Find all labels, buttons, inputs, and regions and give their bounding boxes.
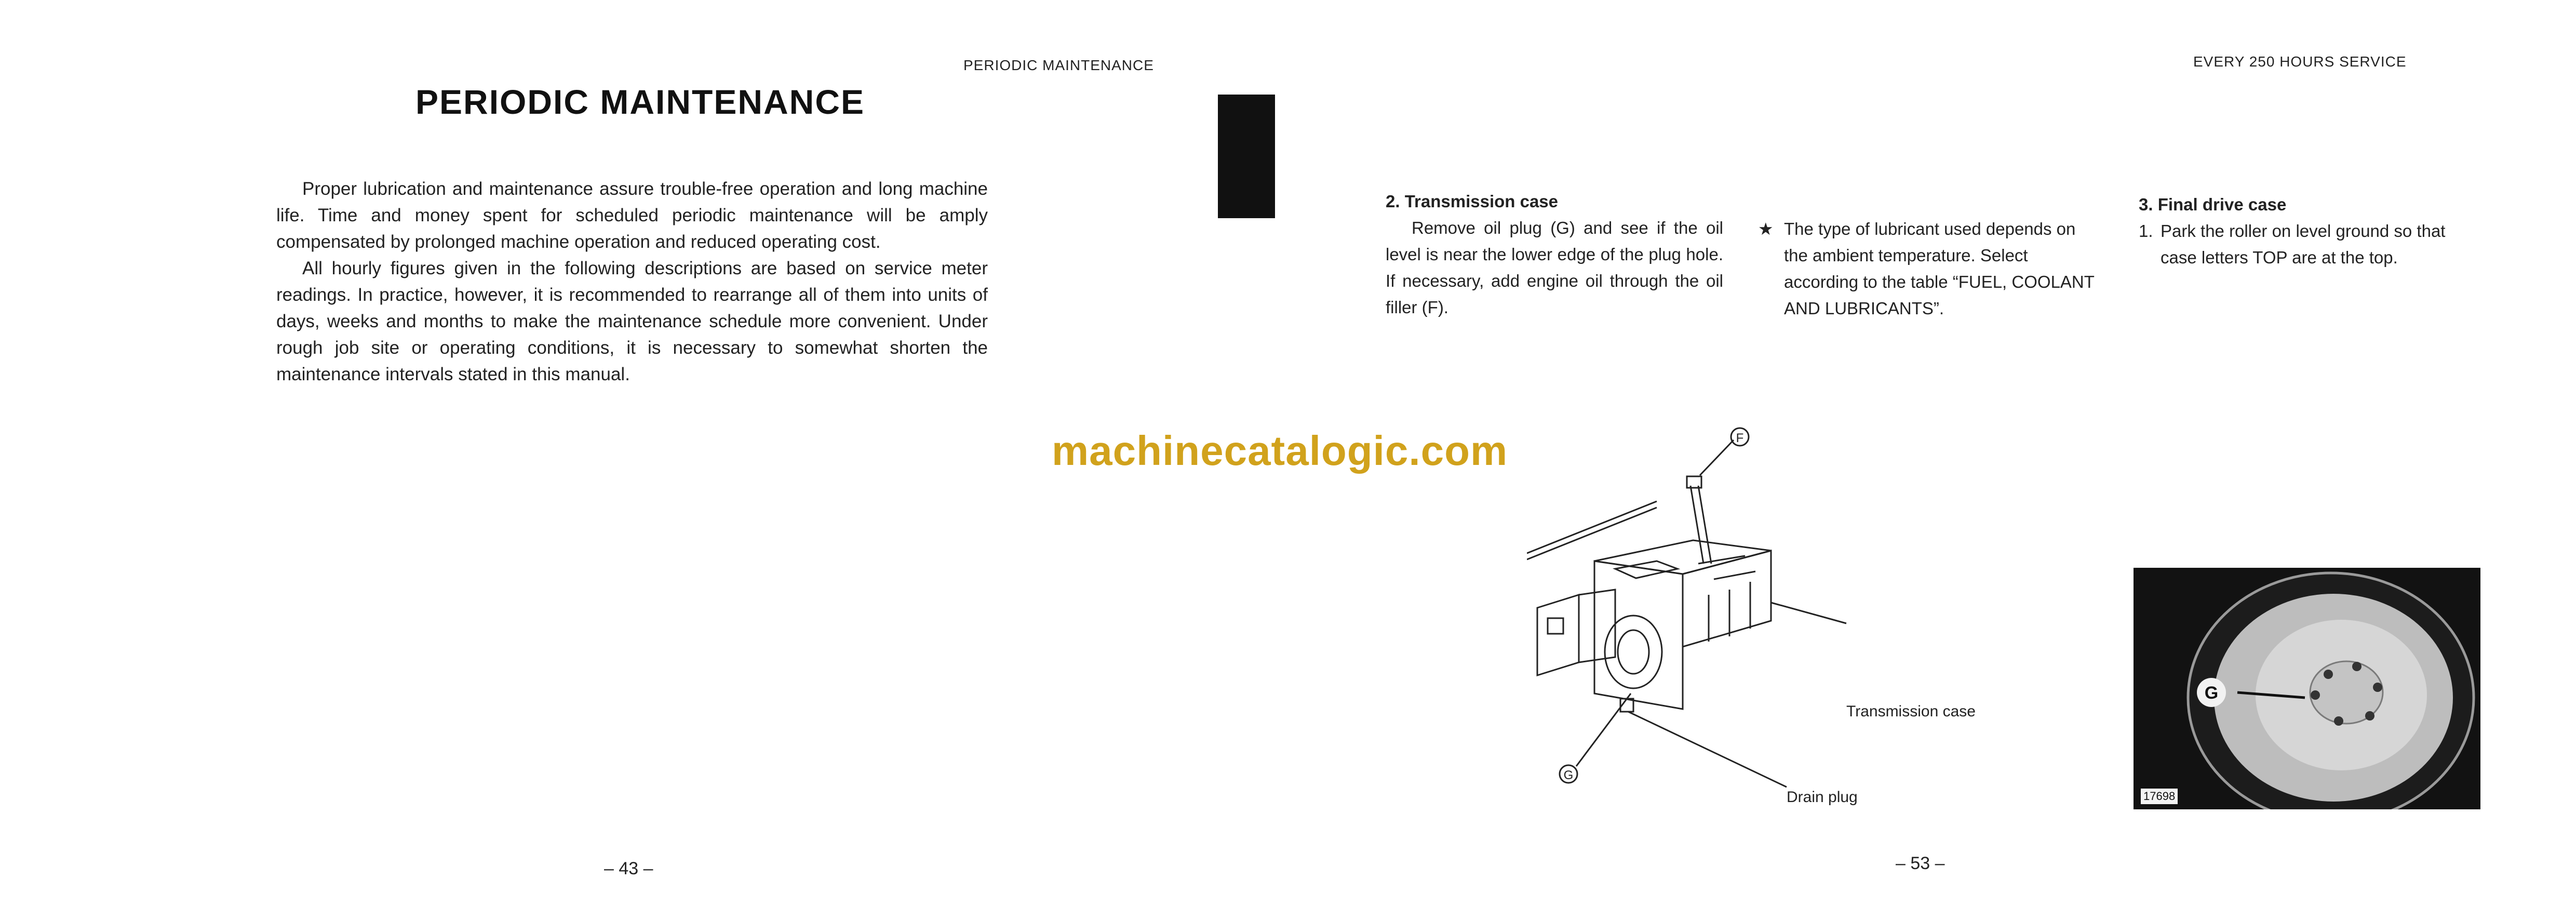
final-drive-step-number: 1. [2139, 221, 2153, 241]
right-page-number: – 53 – [1896, 853, 1945, 873]
transmission-case-text: Remove oil plug (G) and see if the oil level is near the lower edge of the plug hole. If necessary, add engine oil through the oil filler (F). [1386, 218, 1723, 317]
page-title: PERIODIC MAINTENANCE [415, 83, 865, 121]
left-running-head: PERIODIC MAINTENANCE [963, 57, 1154, 73]
callout-f-label: F [1736, 431, 1744, 445]
final-drive-step-text: Park the roller on level ground so that case letters TOP are at the top. [2161, 221, 2446, 267]
final-drive-wheel-photo-icon [2134, 568, 2480, 809]
intro-paragraph-1: Proper lubrication and maintenance assure trouble-free operation and long machine life. Time and money spent for scheduled periodic maintenance will be amply compensated by prolonged machine operation and reduced operating cost. [276, 179, 988, 252]
photo-callout-g-label: G [2204, 683, 2219, 703]
transmission-case-section [1386, 188, 1723, 321]
star-icon: ★ [1758, 219, 1774, 238]
left-page-number: – 43 – [604, 859, 653, 878]
right-running-head: EVERY 250 HOURS SERVICE [2193, 54, 2407, 70]
callout-g-label: G [1563, 768, 1574, 782]
lubricant-note-text: The type of lubricant used depends on the ambient temperature. Select according to the table “FUEL, COOLANT AND LUBRICANTS”. [1784, 219, 2095, 318]
final-drive-heading: 3. Final drive case [2139, 195, 2287, 214]
lubricant-note [1758, 216, 2101, 322]
transmission-case-heading: 2. Transmission case [1386, 192, 1559, 211]
transmission-case-drawing-icon [1527, 423, 2025, 821]
section-tab-marker [1218, 95, 1275, 218]
final-drive-section [2139, 191, 2481, 271]
photo-id-label: 17698 [2141, 789, 2178, 804]
intro-paragraph-2: All hourly figures given in the following descriptions are based on service meter readings. In practice, however, it is recommended to rearrange all of them into units of days, weeks and months to make the maintenance schedule more convenient. Under rough job site or operating conditions, it is necessary to somewhat shorten the maintenance intervals stated in this manual. [276, 258, 988, 384]
drain-plug-label: Drain plug [1787, 789, 1858, 806]
transmission-case-label: Transmission case [1846, 703, 1976, 720]
watermark: machinecatalogic.com [1052, 428, 1508, 474]
intro-text [276, 176, 988, 388]
